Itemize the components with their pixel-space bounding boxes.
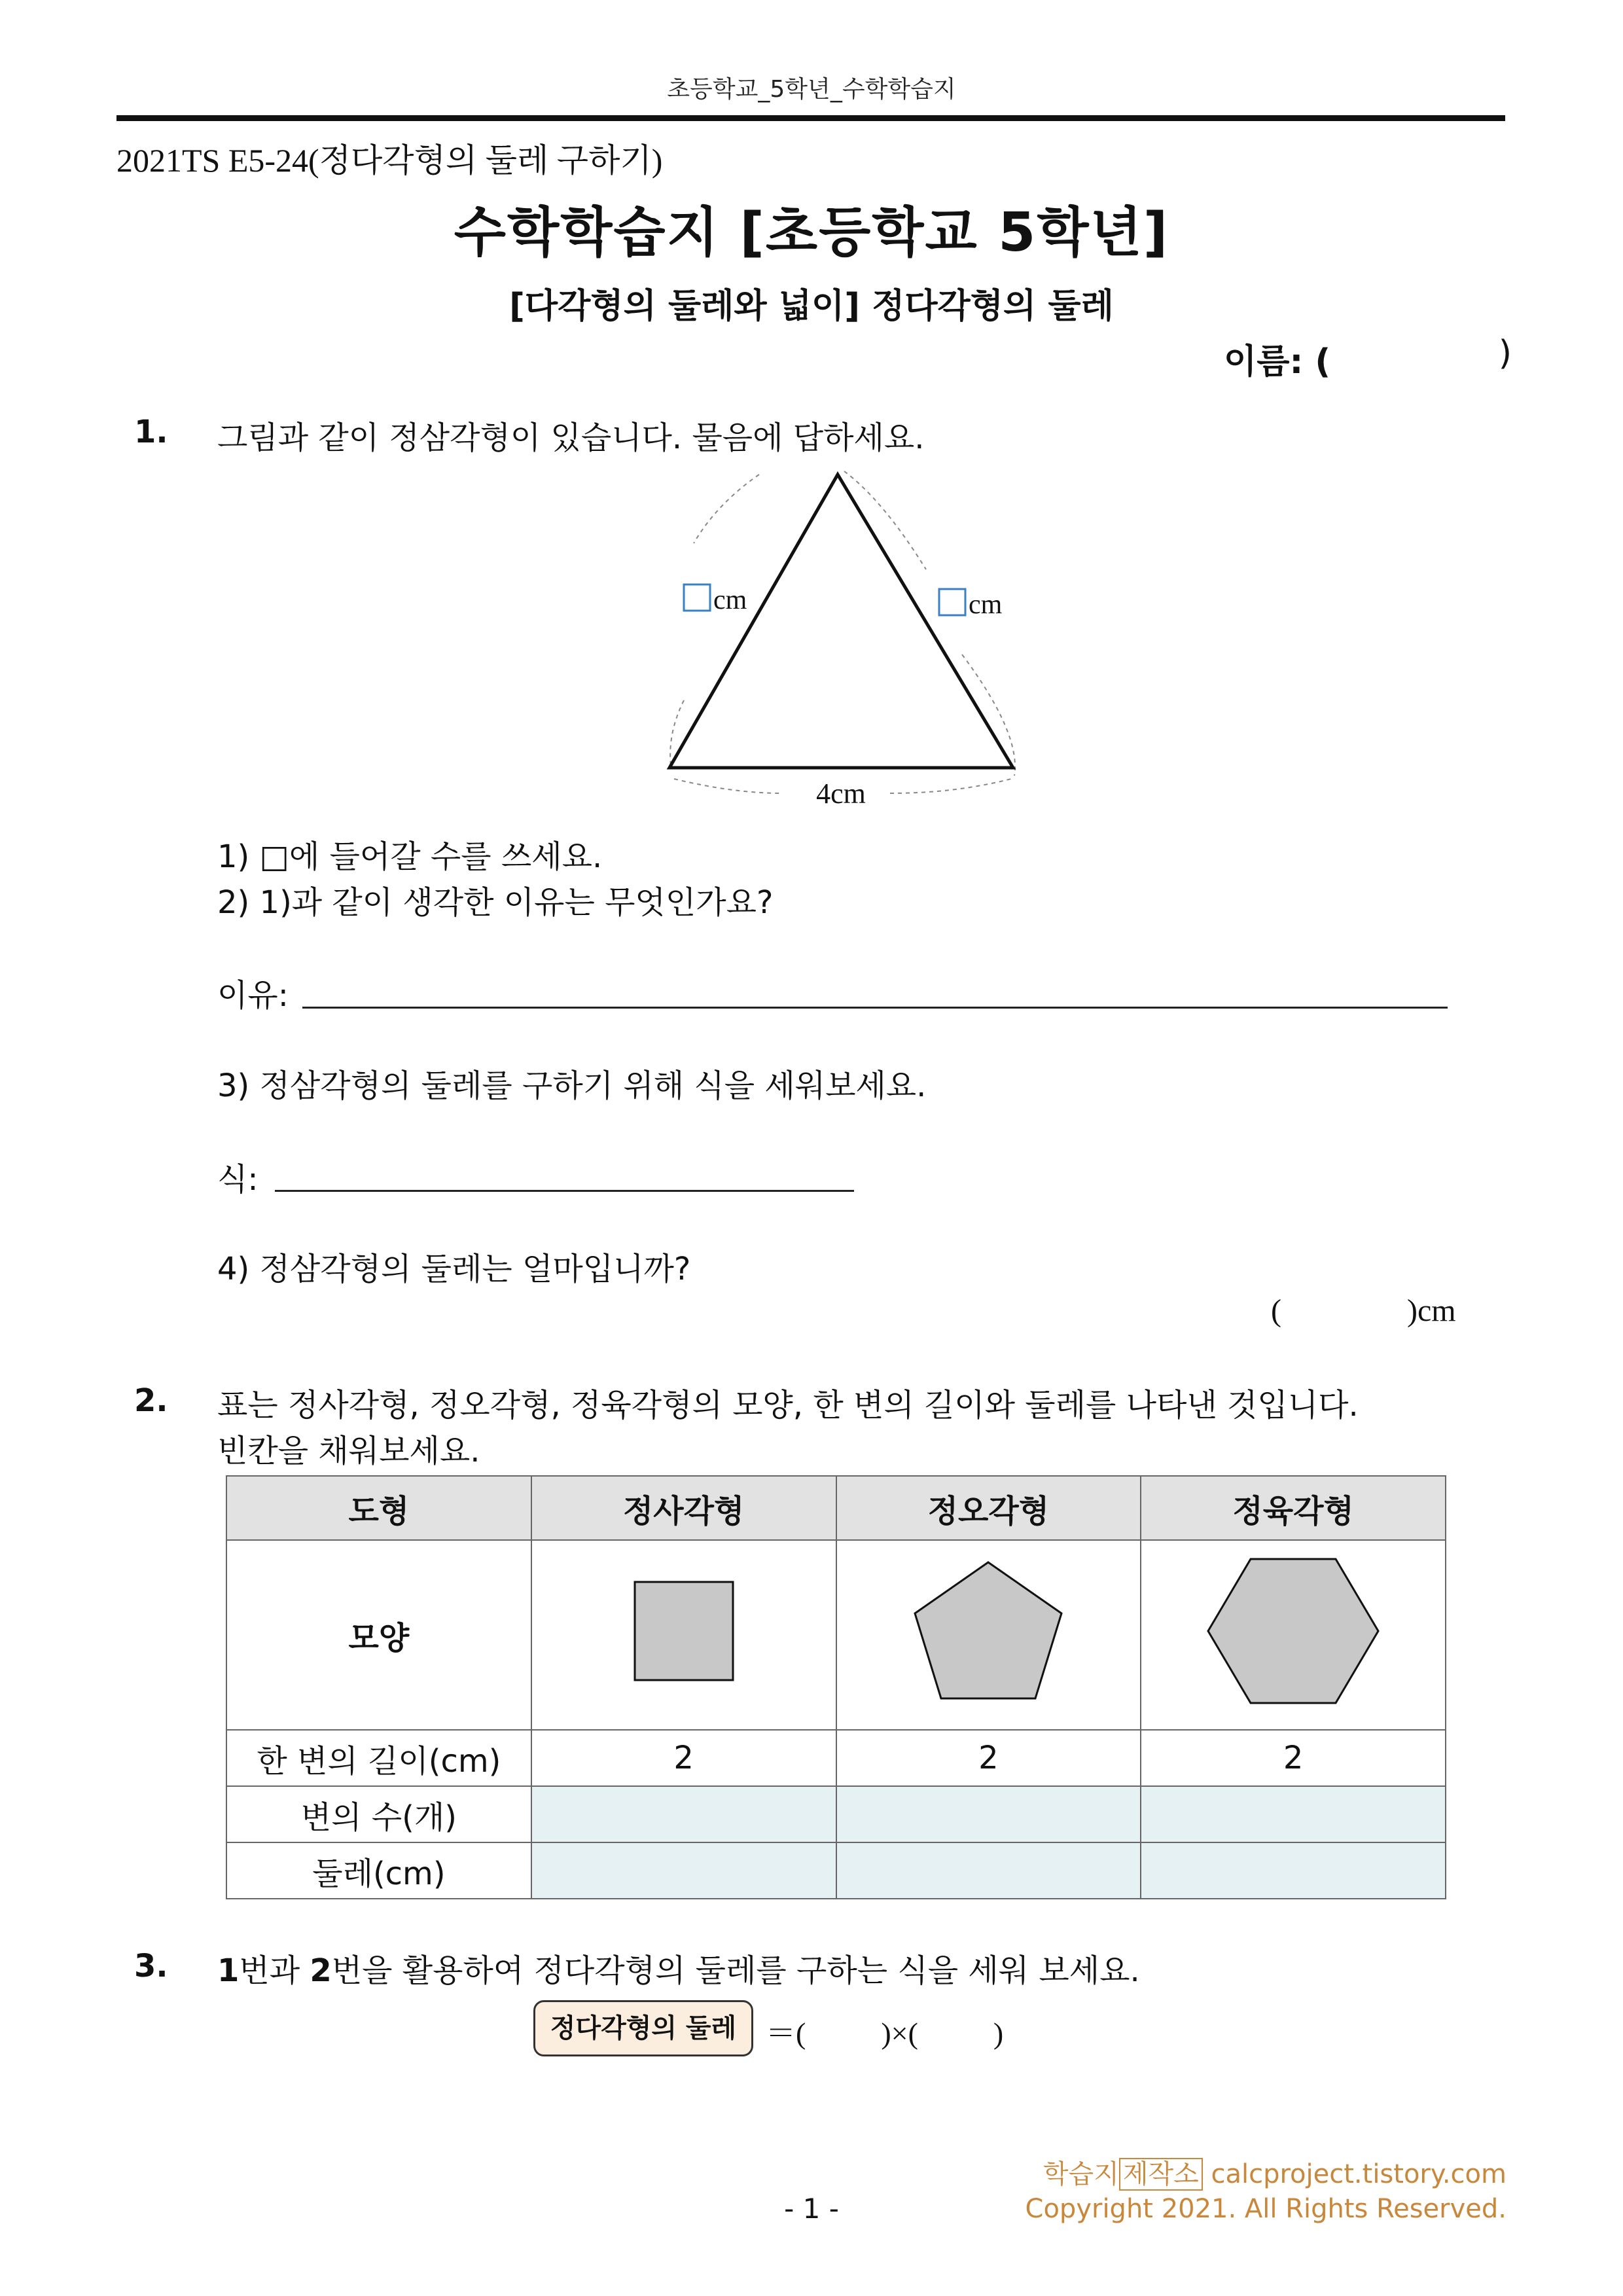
q1-sub2: 2) 1)과 같이 생각한 이유는 무엇인가요? [217, 884, 774, 921]
hexagon-shape [1205, 1552, 1382, 1710]
table-header-row [226, 1476, 1446, 1540]
q1-text: 그림과 같이 정삼각형이 있습니다. 물음에 답하세요. [217, 420, 925, 456]
header-cell-hexagon: 정육각형 [1141, 1476, 1446, 1540]
q1-number: 1. [134, 414, 168, 450]
pentagon-side-count-input[interactable] [836, 1786, 1141, 1842]
q3-text [217, 1945, 1140, 1990]
table-shape-row [226, 1540, 1446, 1730]
square-perimeter-input[interactable] [531, 1842, 836, 1899]
perimeter-row [226, 1842, 1446, 1899]
triangle-figure [648, 458, 1054, 825]
brand-part-a: 학습지 [1043, 2159, 1119, 2189]
reason-answer-line[interactable] [302, 1007, 1448, 1009]
name-field[interactable] [1224, 334, 1512, 383]
formula-label-box: 정다각형의 둘레 [533, 2000, 753, 2056]
hexagon-shape-cell [1141, 1540, 1446, 1730]
formula-expression[interactable]: ＝( )×( ) [766, 2017, 1004, 2050]
side-length-label: 한 변의 길이(cm) [226, 1730, 531, 1786]
side-count-row [226, 1786, 1446, 1842]
hexagon-side-count-input[interactable] [1141, 1786, 1446, 1842]
left-side-label: cm [713, 585, 747, 615]
page-title: 수학학습지 [초등학교 5학년] [454, 202, 1169, 264]
square-side-length: 2 [531, 1730, 836, 1786]
polygon-table [226, 1475, 1446, 1899]
page-number: - 1 - [784, 2193, 839, 2225]
side-count-label: 변의 수(개) [226, 1786, 531, 1842]
q3-ref-2: 2 [310, 1952, 332, 1989]
header-cell-shape: 도형 [226, 1476, 531, 1540]
q2-text-line2: 빈칸을 채워보세요. [217, 1433, 480, 1469]
header-rule [116, 115, 1505, 121]
square-shape-cell [531, 1540, 836, 1730]
hexagon-side-length: 2 [1141, 1730, 1446, 1786]
arc-bottom-left [674, 779, 782, 793]
header-cell-pentagon: 정오각형 [836, 1476, 1141, 1540]
q3-ref-1: 1 [217, 1952, 240, 1989]
q3-text-mid: 번과 [239, 1952, 310, 1989]
q1-sub1: 1) □에 들어갈 수를 쓰세요. [217, 838, 603, 875]
pentagon-perimeter-input[interactable] [836, 1842, 1141, 1899]
shape-row-label: 모양 [226, 1540, 531, 1730]
running-header: 초등학교_5학년_수학학습지 [667, 76, 956, 103]
perimeter-answer-blank[interactable] [1286, 1293, 1404, 1329]
reason-label: 이유: [217, 977, 289, 1014]
square-side-count-input[interactable] [531, 1786, 836, 1842]
expr-answer-line[interactable] [275, 1190, 854, 1192]
pentagon-shape [910, 1556, 1067, 1706]
brand-part-b: 제작소 [1119, 2158, 1203, 2191]
arc-left-top [694, 475, 759, 543]
left-blank-box[interactable] [684, 584, 710, 611]
answer-open-paren: ( [1271, 1293, 1281, 1328]
name-label: 이름: ( [1224, 342, 1331, 382]
answer-unit: )cm [1407, 1293, 1456, 1328]
hexagon-perimeter-input[interactable] [1141, 1842, 1446, 1899]
page-subtitle: [다각형의 둘레와 넓이] 정다각형의 둘레 [509, 287, 1114, 326]
pentagon-side-length: 2 [836, 1730, 1141, 1786]
perimeter-label: 둘레(cm) [226, 1842, 531, 1899]
right-side-label: cm [969, 590, 1003, 620]
bottom-side-label: 4cm [816, 778, 866, 810]
footer-copyright: Copyright 2021. All Rights Reserved. [1025, 2194, 1507, 2224]
q3-text-rest: 번을 활용하여 정다각형의 둘레를 구하는 식을 세워 보세요. [331, 1952, 1140, 1989]
q1-sub4: 4) 정삼각형의 둘레는 얼마입니까? [217, 1251, 691, 1287]
q2-text-line1: 표는 정사각형, 정오각형, 정육각형의 모양, 한 변의 길이와 둘레를 나타낸 것입니다. [217, 1387, 1359, 1424]
right-blank-box[interactable] [939, 589, 965, 615]
pentagon-shape-cell [836, 1540, 1141, 1730]
footer-site-link[interactable]: calcproject.tistory.com [1211, 2159, 1507, 2189]
footer-brand [1043, 2153, 1507, 2191]
side-length-row [226, 1730, 1446, 1786]
expr-label: 식: [217, 1161, 259, 1198]
header-cell-square: 정사각형 [531, 1476, 836, 1540]
q1-sub3: 3) 정삼각형의 둘레를 구하기 위해 식을 세워보세요. [217, 1067, 927, 1104]
q2-number: 2. [134, 1382, 168, 1419]
q3-number: 3. [134, 1948, 168, 1984]
equilateral-triangle [669, 475, 1013, 768]
name-close-paren: ) [1498, 334, 1512, 373]
worksheet-code: 2021TS E5-24(정다각형의 둘레 구하기) [116, 142, 663, 179]
square-shape [628, 1575, 740, 1687]
arc-bottom-right [890, 779, 1011, 793]
